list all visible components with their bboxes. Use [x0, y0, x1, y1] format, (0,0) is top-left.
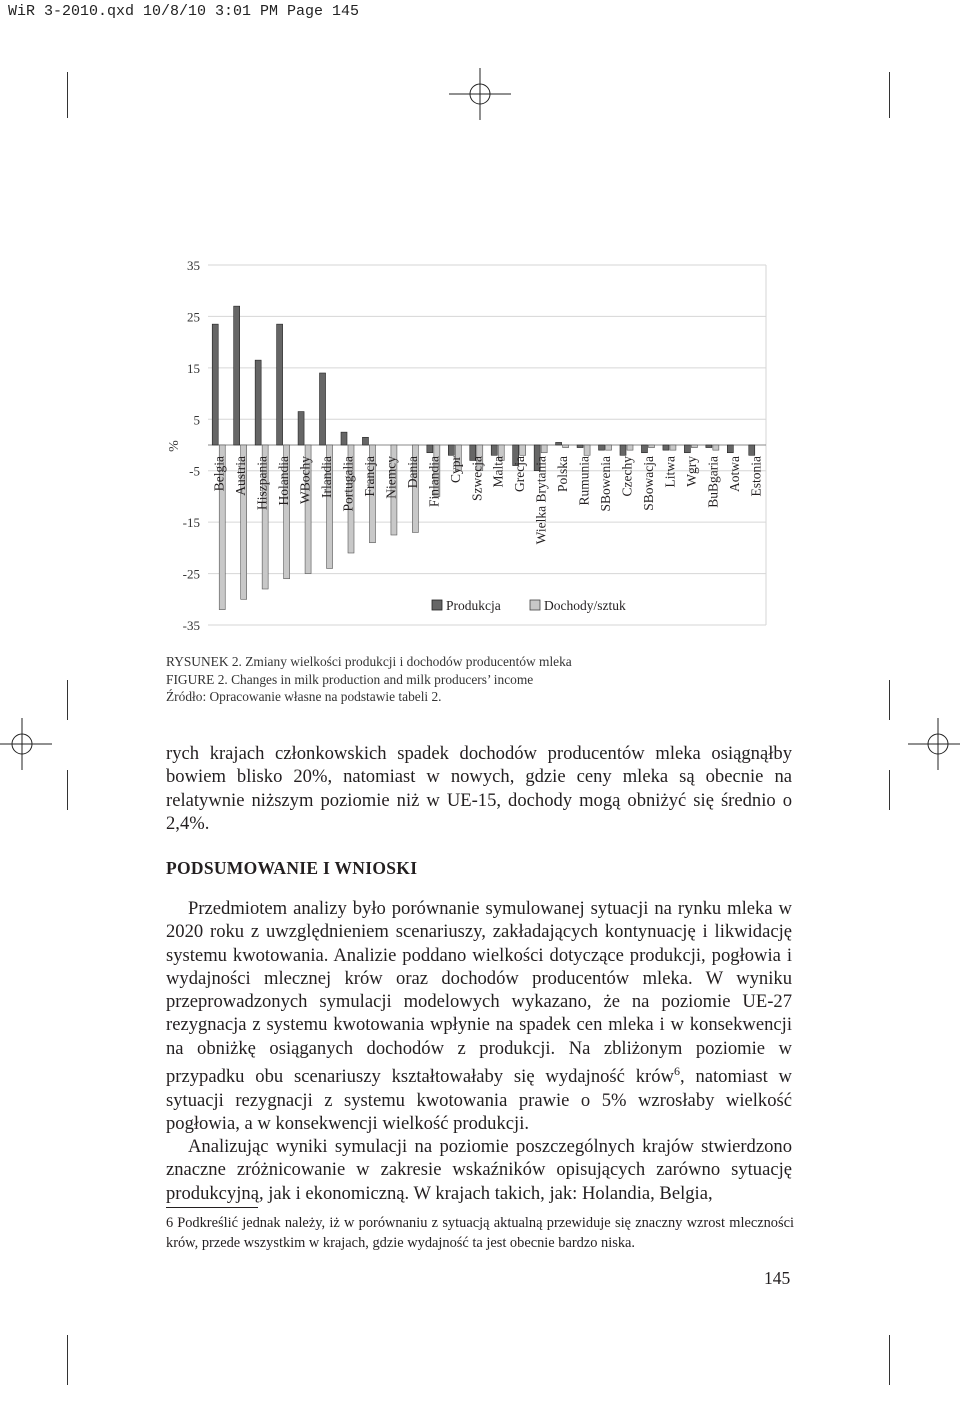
legend-swatch-dochody: [530, 600, 540, 610]
bar-produkcja: [749, 445, 755, 455]
category-label: Rumunia: [576, 456, 592, 506]
bar-produkcja: [620, 445, 626, 455]
section-body: [166, 897, 792, 1205]
category-label: Francja: [361, 456, 377, 497]
footnote-number: 6: [166, 1215, 174, 1231]
bar-dochody: [606, 445, 612, 450]
bar-produkcja: [448, 445, 454, 455]
bar-produkcja: [212, 324, 218, 445]
footnote-text: Podkreślić jednak należy, iż w porównaniu z sytuacją aktualną przewiduje się znaczny wzrost mleczności krów, przede wszystkim w krajach, gdzie wydajność ta jest obecnie bardzo niska.: [166, 1215, 794, 1251]
registration-mark-left: [0, 718, 52, 770]
category-label: SBowacja: [640, 456, 656, 511]
bar-produkcja: [577, 445, 583, 448]
bar-dochody: [520, 445, 526, 455]
paragraph-3: Analizując wyniki symulacji na poziomie poszczególnych krajów stwierdzono znaczne zróżnicowanie w zakresie wskaźników opisujących zarówno sytuację produkcyjną, jak i ekonomiczną. W krajach takich, jak: Holandia, Belgia,: [166, 1136, 792, 1204]
bar-produkcja: [684, 445, 690, 453]
crop-mark-left-upper: [67, 680, 68, 720]
legend-swatch-produkcja: [432, 600, 442, 610]
category-label: Polska: [555, 456, 571, 493]
bar-produkcja: [727, 445, 733, 453]
category-label: Czechy: [619, 456, 635, 497]
bar-produkcja: [277, 324, 283, 445]
paragraph-1: rych krajach członkowskich spadek dochodów producentów mleka osiągnąłby bowiem blisko 20%, natomiast w nowych, gdzie ceny mleka są obecnie na relatywnie niższym poziomie niż w UE-15, dochody mogą obniżyć się średnio o 2,4%.: [166, 743, 792, 834]
footnote: [166, 1213, 794, 1253]
bar-produkcja: [234, 306, 240, 445]
y-tick-label: 35: [187, 258, 200, 273]
bar-dochody: [584, 445, 590, 455]
bar-dochody: [713, 445, 719, 450]
chart-legend: [432, 598, 626, 613]
bar-chart: [0, 0, 960, 640]
bar-produkcja: [362, 437, 368, 445]
y-tick-label: 15: [187, 360, 200, 376]
bar-dochody: [648, 445, 654, 448]
y-tick-label: -25: [182, 566, 200, 582]
legend-label-dochody: Dochody/sztuk: [544, 598, 626, 613]
bar-dochody: [563, 445, 569, 448]
category-label: Portugalia: [340, 456, 356, 512]
bar-produkcja: [556, 442, 562, 445]
bar-produkcja: [706, 445, 712, 448]
category-label: Holandia: [276, 456, 292, 506]
y-tick-label: 5: [193, 412, 200, 428]
registration-mark-right: [908, 718, 960, 770]
crop-mark-bottom-left: [67, 1335, 68, 1385]
crop-mark-right-lower: [889, 770, 890, 810]
category-label: Wgry: [683, 456, 699, 487]
y-tick-label: -35: [182, 618, 200, 633]
bar-produkcja: [427, 445, 433, 453]
caption-source: Źródło: Opracowanie własne na podstawie tabeli 2.: [166, 689, 442, 704]
category-label: WBochy: [297, 456, 313, 504]
category-label: Finlandia: [426, 456, 442, 507]
category-label: Aotwa: [726, 456, 742, 492]
y-tick-label: -5: [189, 463, 200, 479]
category-label: Szwecja: [469, 456, 485, 501]
legend-label-produkcja: Produkcja: [446, 598, 501, 613]
bar-dochody: [541, 445, 547, 453]
bar-dochody: [670, 445, 676, 450]
category-label: Hiszpania: [254, 456, 270, 510]
paragraph-2: Przedmiotem analizy było porównanie symulowanej sytuacji na rynku mleka w 2020 roku z uwzględnieniem scenariuszy, zakładających kontynuację i likwidację systemu kwotowania. Analizie poddano wielkości dotyczące produkcji, pogłowia i wydajności mlecznej krów oraz dochodów producentów mleka. W wyniku przeprowadzonych symulacji modelowych wykazano, że na poziomie UE-27 rezygnacja z systemu kwotowania wpłynie na spadek cen mleka i w konsekwencji na obniżkę osiąganych dochodów z produkcji. Na zbliżonym poziomie w przypadku obu scenariuszy kształtowałaby się wydajność krów$^6$, natomiast w sytuacji rezygnacji z systemu kwotowania prawie o 5% wzrosłaby wielkość pogłowia, a w konsekwencji wielkość produkcji.: [166, 898, 792, 1134]
crop-mark-bottom-right: [889, 1335, 890, 1385]
category-label: Belgia: [211, 456, 227, 492]
bar-produkcja: [298, 412, 304, 445]
y-tick-label: -15: [182, 515, 200, 531]
category-label: Austria: [233, 456, 249, 496]
category-label: Dania: [404, 456, 420, 489]
bar-produkcja: [641, 445, 647, 453]
footnote-reference: 6: [673, 1064, 680, 1079]
y-tick-label: 25: [187, 309, 200, 325]
category-label: Wielka Brytania: [533, 456, 549, 545]
page-number: 145: [764, 1268, 791, 1288]
crop-mark-right-upper: [889, 680, 890, 720]
caption-polish: RYSUNEK 2. Zmiany wielkości produkcji i dochodów producentów mleka: [166, 654, 572, 669]
crop-mark-left-lower: [67, 770, 68, 810]
bar-produkcja: [320, 373, 326, 445]
bar-produkcja: [491, 445, 497, 455]
category-label: Estonia: [748, 456, 764, 497]
category-label: BuBgaria: [705, 456, 721, 508]
caption-english: FIGURE 2. Changes in milk production and milk producers’ income: [166, 671, 534, 687]
category-label: Grecja: [512, 456, 528, 492]
bar-produkcja: [341, 432, 347, 445]
bar-dochody: [627, 445, 633, 450]
bar-produkcja: [255, 360, 261, 445]
category-label: Cypr: [447, 456, 463, 483]
figure-caption: [166, 653, 726, 706]
bar-dochody: [691, 445, 697, 448]
bar-produkcja: [599, 445, 605, 450]
category-label: Niemcy: [383, 456, 399, 499]
paragraph-continuation: [166, 742, 792, 835]
bar-produkcja: [663, 445, 669, 450]
y-axis-label: %: [167, 440, 182, 452]
file-slug: WiR 3-2010.qxd 10/8/10 3:01 PM Page 145: [8, 3, 360, 20]
category-label: SBowenia: [598, 456, 614, 512]
category-label: Irlandia: [319, 456, 335, 498]
category-label: Litwa: [662, 456, 678, 488]
section-heading: PODSUMOWANIE I WNIOSKI: [166, 858, 418, 878]
footnote-rule: [166, 1207, 258, 1208]
category-label: Malta: [490, 456, 506, 488]
